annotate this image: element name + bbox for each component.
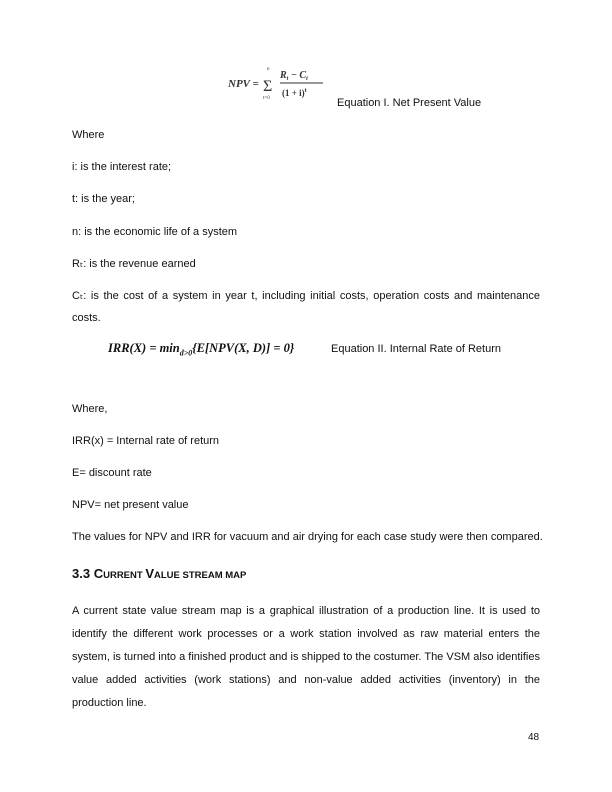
npv-lhs: NPV = [228, 78, 259, 90]
numerator: $R_t - C_t$ [280, 70, 308, 82]
page-number: 48 [528, 732, 540, 743]
sum-lower: t=0 [263, 96, 270, 101]
section-heading [72, 566, 246, 581]
definition-e: E= discount rate [72, 467, 152, 479]
section-number: 3.3 [72, 566, 91, 581]
equation2-label: Equation II. Internal Rate of Return [331, 343, 501, 355]
sigma-symbol: Σ [263, 78, 273, 95]
irr-equation [108, 341, 294, 358]
vsm-paragraph: A current state value stream map is a graphical illustration of a production line. It is used to identify the different work processes or a work station involved as raw material enters the system, is turned into a finished product and is shipped to the costumer. The VSM also identifies value added activities (work stations) and non-value added activities (inventory) in the production line. [72, 605, 540, 709]
heading-part-2: URRENT [103, 570, 146, 581]
irr-rhs: {E[NPV(X, D)] = 0} [192, 341, 295, 355]
irr-lhs: IRR(X) = min [108, 341, 180, 355]
where-label-2: Where, [72, 403, 108, 415]
npv-equation [228, 60, 328, 106]
heading-part-1: C [93, 566, 104, 581]
definition-t: t: is the year; [72, 193, 135, 205]
sum-upper: n [267, 67, 270, 72]
definition-i: i: is the interest rate; [72, 161, 172, 173]
denominator: $(1 + i)^t$ [282, 88, 307, 98]
comparison-sentence: The values for NPV and IRR for vacuum and air drying for each case study were then compared. [72, 531, 543, 543]
where-label-1: Where [72, 129, 105, 141]
irr-subscript: d>0 [179, 348, 193, 358]
heading-part-4: ALUE STREAM MAP [154, 570, 247, 581]
definition-ct: Cₜ: is the cost of a system in year t, including initial costs, operation costs and maintenance costs. [72, 290, 540, 324]
definition-irr: IRR(x) = Internal rate of return [72, 435, 220, 447]
definition-npv: NPV= net present value [72, 499, 189, 511]
heading-part-3: V [145, 566, 154, 581]
definition-rt: Rₜ: is the revenue earned [72, 258, 196, 270]
definition-n: n: is the economic life of a system [72, 226, 238, 238]
equation1-label: Equation I. Net Present Value [337, 97, 482, 109]
